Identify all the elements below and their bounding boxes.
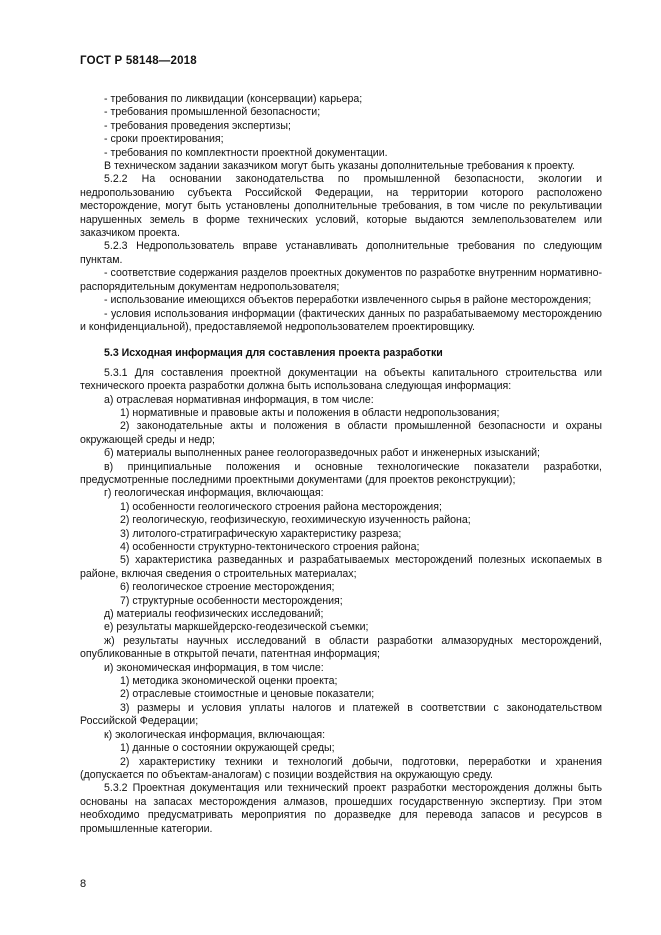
paragraph: - требования проведения экспертизы; <box>104 119 291 132</box>
list-item: 3) размеры и условия уплаты налогов и платежей в соответствии с законодательством Российской Федерации; <box>80 701 602 728</box>
list-item: в) принципиальные положения и основные технологические показатели разработки, предусмотренные последними проектными документами (для проектов реконструкции); <box>80 460 602 486</box>
paragraph: - использование имеющихся объектов переработки извлеченного сырья в районе месторождения; <box>104 294 592 307</box>
document-body <box>80 93 602 836</box>
list-item: 2) характеристику техники и технологий добычи, подготовки, переработки и хранения (допускается по объектам-аналогам) с позиции воздействия на окружающую среду. <box>80 755 602 781</box>
list-item: 5) характеристика разведанных и разрабатываемых месторождений полезных ископаемых в районе, включая сведения о строительных материалах; <box>80 554 602 580</box>
list-item: 1) особенности геологического строения района месторождения; <box>120 500 442 513</box>
list-item: 6) геологическое строение месторождения; <box>120 581 335 594</box>
list-item: 2) законодательные акты и положения в области промышленной безопасности и охраны окружающей среды и недр; <box>80 420 602 446</box>
paragraph: - условия использования информации (фактических данных по разрабатываемому месторождению и конфиденциальной), предоставляемой недропользователем проектировщику. <box>80 307 602 333</box>
paragraph: В техническом задании заказчиком могут быть указаны дополнительные требования к проекту. <box>104 160 575 173</box>
list-item: б) материалы выполненных ранее геологоразведочных работ и инженерных изысканий; <box>104 447 540 460</box>
page-number: 8 <box>80 878 87 890</box>
list-item: а) отраслевая нормативная информация, в том числе: <box>104 393 374 406</box>
paragraph: 5.2.3 Недропользователь вправе устанавливать дополнительные требования по следующим пунктам. <box>80 240 602 266</box>
list-item: 1) нормативные и правовые акты и положения в области недропользования; <box>120 406 500 419</box>
list-item: д) материалы геофизических исследований; <box>104 608 324 621</box>
list-item: и) экономическая информация, в том числе: <box>104 661 324 674</box>
list-item: 2) отраслевые стоимостные и ценовые показатели; <box>120 688 375 701</box>
paragraph: 5.3.2 Проектная документация или технический проект разработки месторождения должны быть основаны на запасах месторождения алмазов, прошедших государственную экспертизу. При этом необходимо предусматривать мероприятия по доразведке для перевода запасов и ресурсов в промышленные категории. <box>80 782 602 835</box>
list-item: к) экологическая информация, включающая: <box>104 728 326 741</box>
list-item: 2) геологическую, геофизическую, геохимическую изученность района; <box>120 514 471 527</box>
paragraph: 5.2.2 На основании законодательства по промышленной безопасности, экологии и недропользованию субъекта Российской Федерации, на территории которого расположено месторождение, могут быть установлены дополнительные требования, в том числе по рекультивации нарушенных земель в форме технических условий, которые выдаются землепользователем или заказчиком проекта. <box>80 173 602 240</box>
list-item: 1) методика экономической оценки проекта; <box>120 675 338 688</box>
paragraph: 5.3.1 Для составления проектной документации на объекты капитального строительства или технического проекта разработки должна быть использована следующая информация: <box>80 366 602 393</box>
paragraph: - требования по ликвидации (консервации) карьера; <box>104 93 363 105</box>
list-item: 1) данные о состоянии окружающей среды; <box>120 742 335 755</box>
list-item: ж) результаты научных исследований в области разработки алмазорудных месторождений, опубликованные в открытой печати, патентная информация; <box>80 634 602 661</box>
document-header: ГОСТ Р 58148—2018 <box>80 55 197 67</box>
paragraph: - соответствие содержания разделов проектных документов по разработке внутренним нормативно-распорядительным документам недропользователя; <box>80 267 602 293</box>
paragraph: - требования по комплектности проектной документации. <box>104 146 388 159</box>
list-item: г) геологическая информация, включающая: <box>104 487 324 500</box>
paragraph: - сроки проектирования; <box>104 133 224 146</box>
list-item: 7) структурные особенности месторождения; <box>120 594 343 607</box>
list-item: е) результаты маркшейдерско-геодезической съемки; <box>104 621 369 634</box>
section-heading: 5.3 Исходная информация для составления проекта разработки <box>104 347 443 360</box>
paragraph: - требования промышленной безопасности; <box>104 106 321 119</box>
list-item: 3) литолого-стратиграфическую характеристику разреза; <box>120 527 402 540</box>
list-item: 4) особенности структурно-тектонического строения района; <box>120 541 420 553</box>
